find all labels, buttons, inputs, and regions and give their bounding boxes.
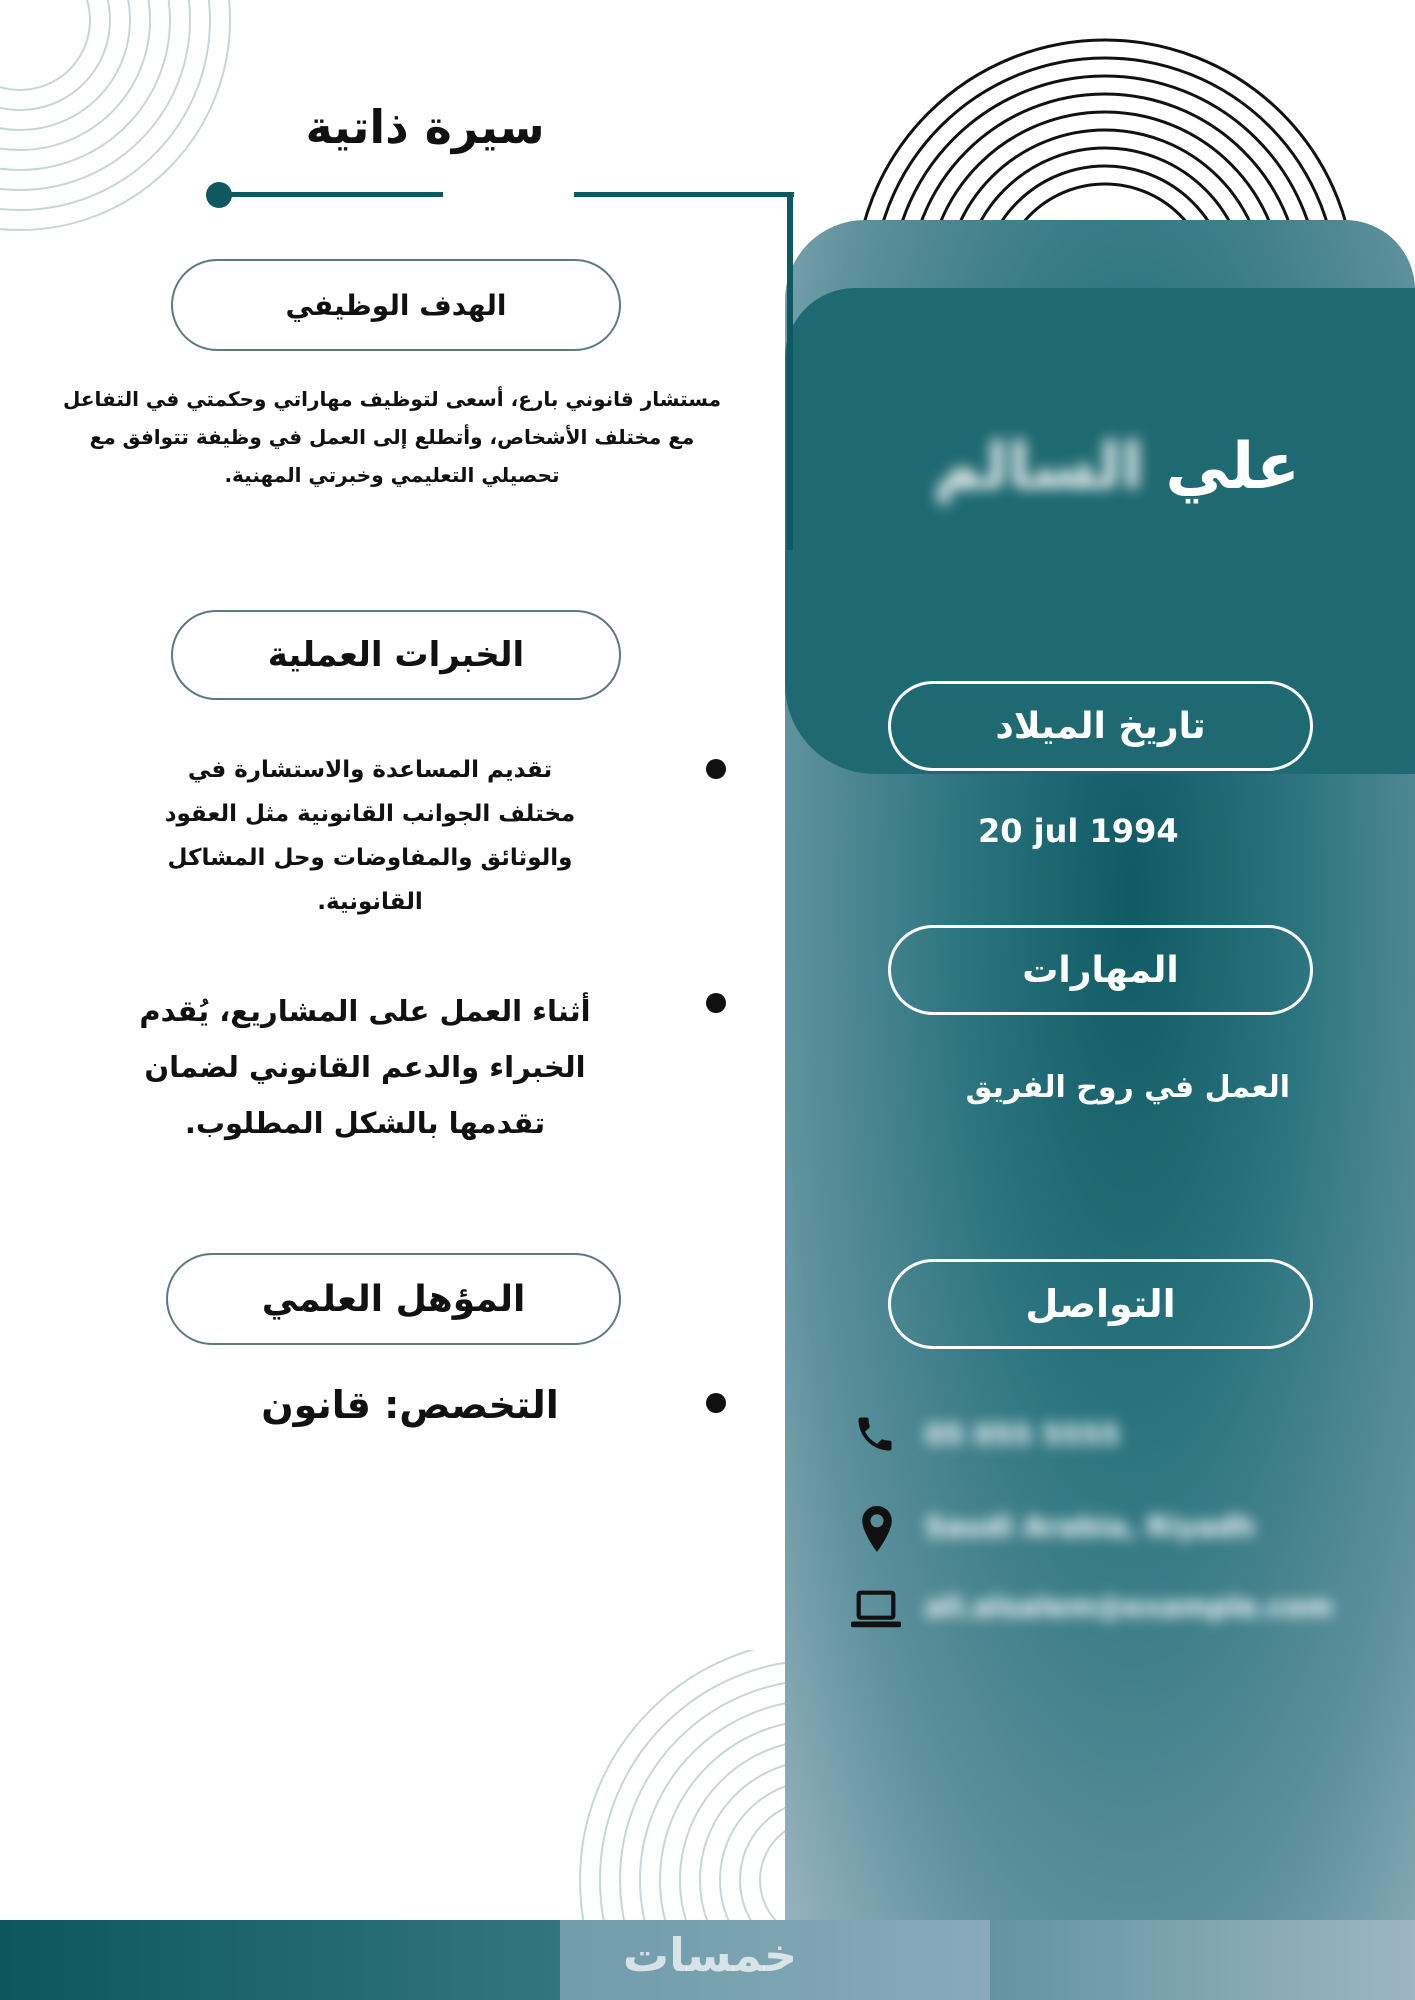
- profile-name: [900, 430, 1300, 504]
- contact-phone: 05 055 5555: [925, 1418, 1120, 1451]
- location-icon: [857, 1506, 897, 1552]
- first-name: علي: [1165, 430, 1300, 504]
- contact-email: ali.alsalem@example.com: [925, 1590, 1333, 1623]
- decorative-rings-top-left: [0, 0, 240, 240]
- objective-heading: الهدف الوظيفي: [171, 259, 621, 351]
- phone-icon: [853, 1412, 897, 1456]
- experience-item-2: أثناء العمل على المشاريع، يُقدم الخبراء والدعم القانوني لضمان تقدمها بالشكل المطلوب.: [139, 994, 591, 1140]
- contact-heading: التواصل: [888, 1259, 1313, 1349]
- birth-heading: تاريخ الميلاد: [888, 681, 1313, 771]
- experience-item-1: تقديم المساعدة والاستشارة في مختلف الجوانب القانونية مثل العقود والوثائق والمفاوضات وحل المشاكل القانونية.: [164, 757, 576, 915]
- title-line-left: [220, 192, 443, 197]
- title-line-right: [574, 192, 794, 197]
- bullet: [706, 759, 726, 779]
- page-title: سيرة ذاتية: [305, 100, 545, 154]
- last-name: السالم: [933, 430, 1144, 504]
- bullet: [706, 993, 726, 1013]
- title-line-dot: [206, 182, 232, 208]
- education-item: التخصص: قانون: [261, 1383, 559, 1427]
- skills-item: العمل في روح الفريق: [965, 1070, 1290, 1105]
- title-line-vertical: [787, 192, 793, 550]
- contact-address: Saudi Arabia, Riyadh: [925, 1510, 1255, 1543]
- watermark: خمسات: [622, 1928, 798, 1982]
- birth-date: 20 jul 1994: [978, 812, 1179, 850]
- skills-heading: المهارات: [888, 925, 1313, 1015]
- laptop-icon: [851, 1590, 901, 1630]
- experience-heading: الخبرات العملية: [171, 610, 621, 700]
- objective-text: مستشار قانوني بارع، أسعى لتوظيف مهاراتي وحكمتي في التفاعل مع مختلف الأشخاص، وأتطلع إلى العمل في وظيفة تتوافق مع تحصيلي التعليمي وخبرتي المهنية.: [62, 387, 722, 487]
- bullet: [706, 1393, 726, 1413]
- education-heading: المؤهل العلمي: [166, 1253, 621, 1345]
